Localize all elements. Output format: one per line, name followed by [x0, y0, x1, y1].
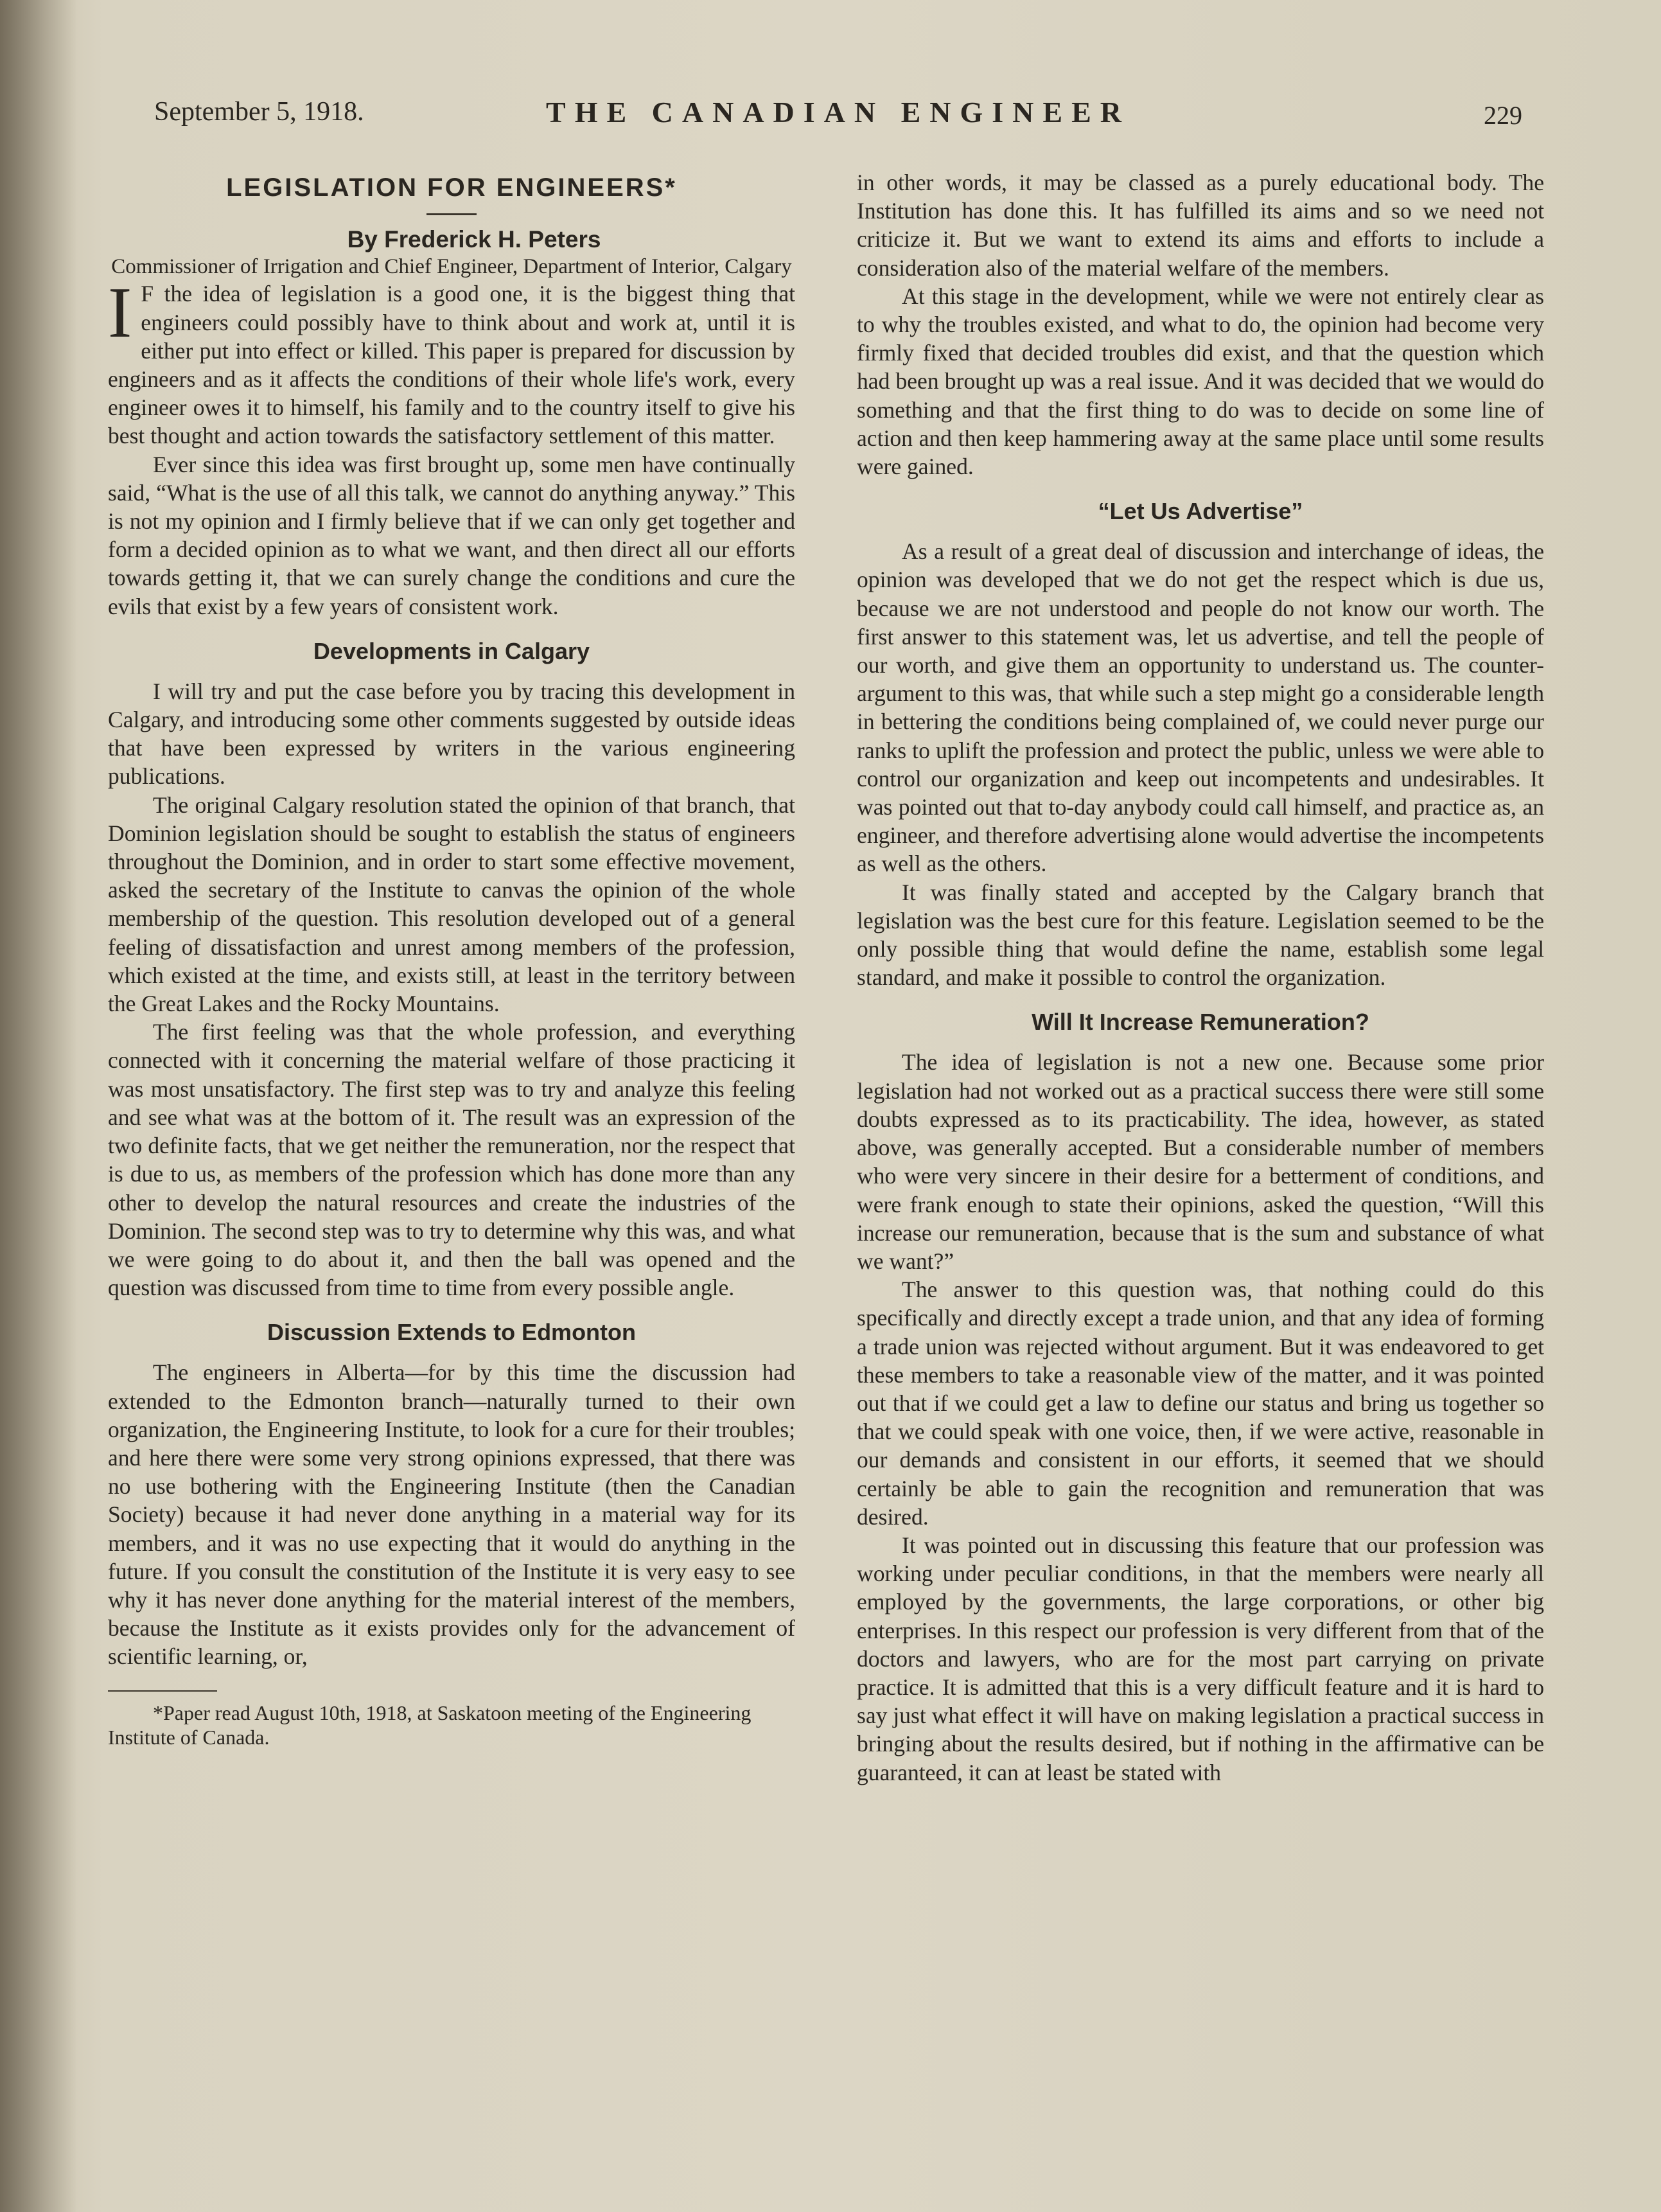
paragraph: At this stage in the development, while we were not entirely clear as to why the troubles existed, and what to do, the opinion had become very firmly fixed that decided troubles did exist, and that the question which had been brought up was a real issue. And it was decided that we would do something and that the first thing to do was to decide on some line of action and then keep hammering away at the same place until some results were gained. [857, 283, 1544, 480]
paragraph: It was pointed out in discussing this feature that our profession was working under peculiar conditions, in that the members were nearly all employed by the governments, the large corporations, or other big enterprises. In this respect our profession is very different from that of the doctors and lawyers, who are for the most part carrying on private practice. It is admitted that this is a very difficult feature and it is hard to say just what effect it will have on making legislation a practical success in bringing about the results desired, but if nothing in the affirmative can be guaranteed, it can at least be stated with [857, 1532, 1544, 1785]
paragraph: The first feeling was that the whole profession, and everything connected with it concerning the material welfare of those practicing it was most unsatisfactory. The first step was to try and analyze this feeling and see what was at the bottom of it. The result was an expression of the two definite facts, that we get neither the remuneration, nor the respect that is due to us, as members of the profession which has done more than any other to develop the natural resources and create the industries of the Dominion. The second step was to try to determine why this was, and what we were going to do about it, and then the ball was opened and the question was discussed from time to time from every possible angle. [108, 1019, 795, 1301]
byline: By Frederick H. Peters [347, 226, 601, 253]
left-column [108, 168, 795, 1749]
footnote: *Paper read August 10th, 1918, at Saskatoon meeting of the Engineering Institute of Canada. [108, 1701, 751, 1749]
drop-cap: I [108, 273, 132, 353]
title-rule [426, 213, 477, 215]
section-heading-edmonton: Discussion Extends to Edmonton [267, 1319, 637, 1346]
article-title: LEGISLATION FOR ENGINEERS* [226, 173, 677, 202]
binding-shadow [0, 0, 77, 2212]
opening-paragraph [108, 273, 795, 450]
section-heading-remuneration: Will It Increase Remuneration? [1032, 1009, 1369, 1036]
paragraph: in other words, it may be classed as a purely educational body. The Institution has done this. It has fulfilled its aims and so we need not criticize it. But we want to extend its aims and efforts to include a consideration also of the material welfare of the members. [857, 170, 1544, 281]
author-affiliation: Commissioner of Irrigation and Chief Engineer, Department of Interior, Calgary [111, 255, 792, 279]
section-heading-advertise: “Let Us Advertise” [1098, 498, 1303, 525]
paragraph: F the idea of legislation is a good one, it is the biggest thing that engineers could possibly have to think about and work at, until it is either put into effect or killed. This paper is prepared for discussion by engineers and as it affects the conditions of their whole life's work, every engineer owes it to himself, his family and to the country itself to give his best thought and action towards the satisfactory settlement of this matter. [108, 281, 795, 449]
header-date: September 5, 1918. [154, 97, 364, 127]
paragraph: The answer to this question was, that nothing could do this specifically and directly except a trade union, and that any idea of forming a trade union was rejected without argument. But it was endeavored to get these members to take a reasonable view of the matter, and it was pointed out that if we could get a law to define our status and bring us together so that we could speak with one voice, then, if we were active, reasonable in our demands and consistent in our efforts, it seemed that we should certainly be able to gain the recognition and remuneration that was desired. [857, 1277, 1544, 1530]
journal-title: THE CANADIAN ENGINEER [546, 96, 1130, 128]
paragraph: Ever since this idea was first brought up, some men have continually said, “What is the use of all this talk, we cannot do anything anyway.” This is not my opinion and I firmly believe that if we can only get together and form a decided opinion as to what we want, and then direct all our efforts towards getting it, that we can surely change the conditions and cure the evils that exist by a few years of consistent work. [108, 451, 795, 619]
footnote-rule [108, 1690, 217, 1692]
paragraph: The engineers in Alberta—for by this time the discussion had extended to the Edmonton branch—naturally turned to their own organization, the Engineering Institute, to look for a cure for their troubles; and here there were some very strong opinions expressed, that there was no use bothering with the Engineering Institute (then the Canadian Society) because it had never done anything in a material way for its members, and it was no use expecting that it would do anything in the future. If you consult the constitution of the Institute it is very easy to see why it has never done anything for the material interest of the members, because the Institute as it exists provides only for the advancement of scientific learning, or, [108, 1359, 795, 1670]
paragraph: As a result of a great deal of discussion and interchange of ideas, the opinion was developed that we do not get the respect which is due us, because we are not understood and people do not know our worth. The first answer to this statement was, let us advertise, and tell the people of our worth, and give them an opportunity to understand us. The counter-argument to this was, that while such a step might go a considerable length in bettering the conditions being complained of, we could never purge our ranks to uplift the profession and protect the public, unless we were able to control our organization and keep out incompetents and undesirables. It was pointed out that to-day anybody could call himself, and practice as, an engineer, and therefore advertising alone would advertise the incompetents as well as the others. [857, 538, 1544, 877]
paragraph: It was finally stated and accepted by the Calgary branch that legislation was the best cure for this feature. Legislation seemed to be the only possible thing that would define the name, establish some legal standard, and make it possible to control the organization. [857, 879, 1544, 991]
running-header [154, 96, 1522, 141]
right-column [857, 168, 1544, 1787]
paragraph: The original Calgary resolution stated the opinion of that branch, that Dominion legislation should be sought to establish the status of engineers throughout the Dominion, and in order to start some effective movement, asked the secretary of the Institute to canvas the opinion of the whole membership of the question. This resolution developed out of a general feeling of dissatisfaction and unrest among members of the profession, which existed at the time, and exists still, at least in the territory between the Great Lakes and the Rocky Mountains. [108, 792, 795, 1017]
paragraph: I will try and put the case before you by tracing this development in Calgary, and introducing some other comments suggested by outside ideas that have been expressed by writers in the various engineering publications. [108, 678, 795, 790]
section-heading-calgary: Developments in Calgary [313, 637, 590, 664]
paragraph: The idea of legislation is not a new one. Because some prior legislation had not worked out as a practical success there were still some doubts expressed as to its practicability. The idea, however, as stated above, was generally accepted. But a considerable number of members who were very sincere in their desire for a betterment of conditions, and were frank enough to state their opinions, asked the question, “Will this increase our remuneration, because that is the sum and substance of what we want?” [857, 1049, 1544, 1274]
page-number: 229 [1484, 101, 1522, 130]
